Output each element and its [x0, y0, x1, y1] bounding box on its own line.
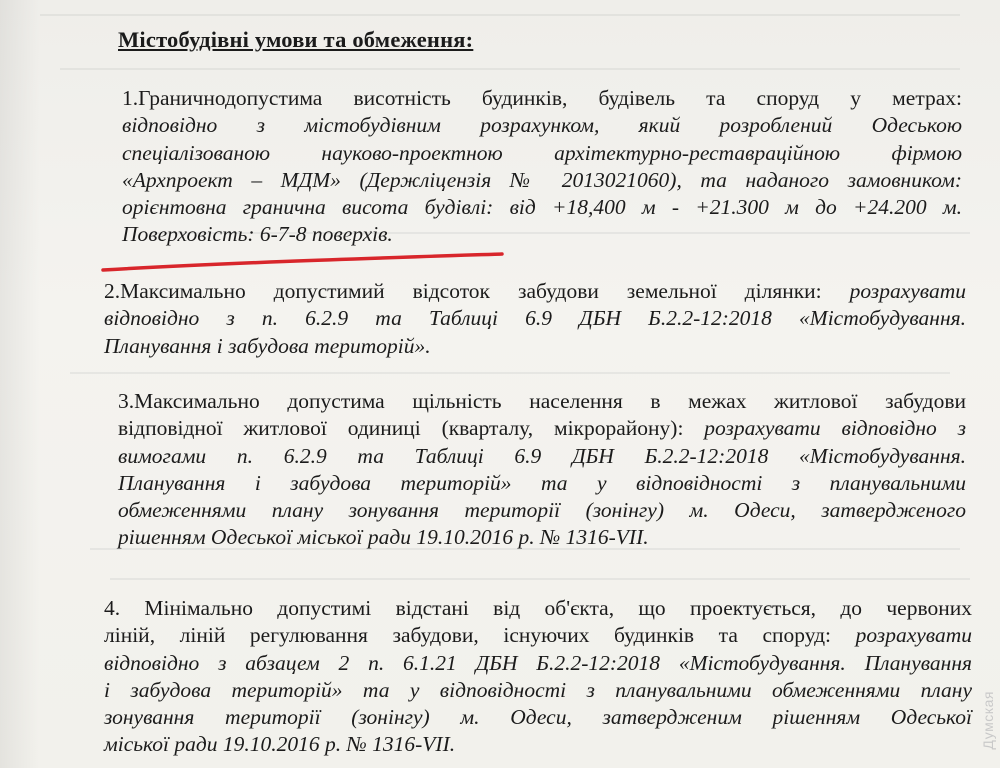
bleed-through-line — [70, 372, 950, 374]
italic-text-run: Поверховість: 6-7-8 поверхів. — [122, 222, 393, 247]
text-run: 4. Мінімально допустимі відстані від об'єкта, що проектується, до червоних — [104, 596, 972, 620]
text-run: 2.Максимально допустимий відсоток забудови земельної ділянки: — [104, 279, 850, 303]
italic-text-run: обмеженнями плану зонування території (зонінгу) м. Одеси, затвердженого — [118, 498, 966, 523]
text-line — [104, 677, 972, 704]
text-line — [104, 305, 966, 332]
italic-text-run: рішенням Одеської міської ради 19.10.2016 р. № 1316-VII. — [118, 525, 649, 550]
text-line — [118, 443, 966, 470]
paragraph-2-building-coverage — [104, 278, 966, 360]
watermark-logo: Думская — [980, 691, 996, 750]
italic-text-run: міської ради 19.10.2016 р. № 1316-VII. — [104, 732, 456, 757]
italic-text-run: вимогами п. 6.2.9 та Таблиці 6.9 ДБН Б.2.2-12:2018 «Містобудування. — [118, 443, 966, 468]
italic-text-run: розрахувати відповідно з — [704, 416, 966, 441]
italic-text-run: Планування і забудова територій». — [104, 333, 431, 358]
text-line — [118, 470, 966, 497]
bleed-through-line — [110, 578, 970, 580]
text-line — [118, 524, 966, 551]
text-line — [104, 333, 966, 360]
paragraph-3-population-density — [118, 388, 966, 552]
text-line — [122, 140, 962, 167]
text-line — [104, 704, 972, 731]
text-line — [118, 415, 966, 442]
paragraph-1-max-height — [122, 85, 962, 249]
text-line — [122, 167, 962, 194]
scan-edge-shadow — [0, 0, 40, 768]
text-run: 1.Граничнодопустима висотність будинків, будівель та споруд у метрах: — [122, 86, 962, 110]
bleed-through-line — [60, 68, 960, 70]
italic-text-run: «Архпроект – МДМ» (Держліцензія № 2013021060), та наданого замовником: — [122, 167, 962, 192]
text-line — [104, 595, 972, 622]
paragraph-4-min-distances — [104, 595, 972, 759]
text-line — [104, 731, 972, 758]
text-run: 3.Максимально допустима щільність населення в межах житлової забудови — [118, 389, 966, 413]
italic-text-run: зонування території (зонінгу) м. Одеси, затвердженим рішенням Одеської — [104, 705, 972, 730]
text-line — [118, 497, 966, 524]
text-line — [104, 622, 972, 649]
italic-text-run: спеціалізованою науково-проектною архітектурно-реставраційною фірмою — [122, 140, 962, 165]
text-line — [118, 388, 966, 415]
italic-text-run: розрахувати — [849, 279, 966, 303]
text-line — [104, 650, 972, 677]
italic-text-run: орієнтовна гранична висота будівлі: від +18,400 м - +21.300 м до +24.200 м. — [122, 195, 962, 220]
text-line — [122, 112, 962, 139]
italic-text-run: відповідно з п. 6.2.9 та Таблиці 6.9 ДБН Б.2.2-12:2018 «Містобудування. — [104, 306, 966, 331]
text-run: ліній, ліній регулювання забудови, існуючих будинків та споруд: — [104, 623, 856, 648]
text-line — [122, 194, 962, 221]
italic-text-run: відповідно з містобудівним розрахунком, який розроблений Одеською — [122, 113, 962, 138]
section-heading: Містобудівні умови та обмеження: — [118, 27, 474, 52]
bleed-through-line — [40, 14, 960, 16]
text-line — [122, 85, 962, 112]
text-line — [122, 221, 962, 248]
text-line — [104, 278, 966, 305]
italic-text-run: Планування і забудова територій» та у відповідності з планувальними — [118, 470, 966, 495]
text-run: відповідної житлової одиниці (кварталу, мікрорайону): — [118, 416, 705, 441]
italic-text-run: відповідно з абзацем 2 п. 6.1.21 ДБН Б.2.2-12:2018 «Містобудування. Планування — [104, 650, 972, 675]
italic-text-run: розрахувати — [855, 623, 972, 648]
italic-text-run: і забудова територій» та у відповідності з планувальними обмеженнями плану — [104, 677, 972, 702]
